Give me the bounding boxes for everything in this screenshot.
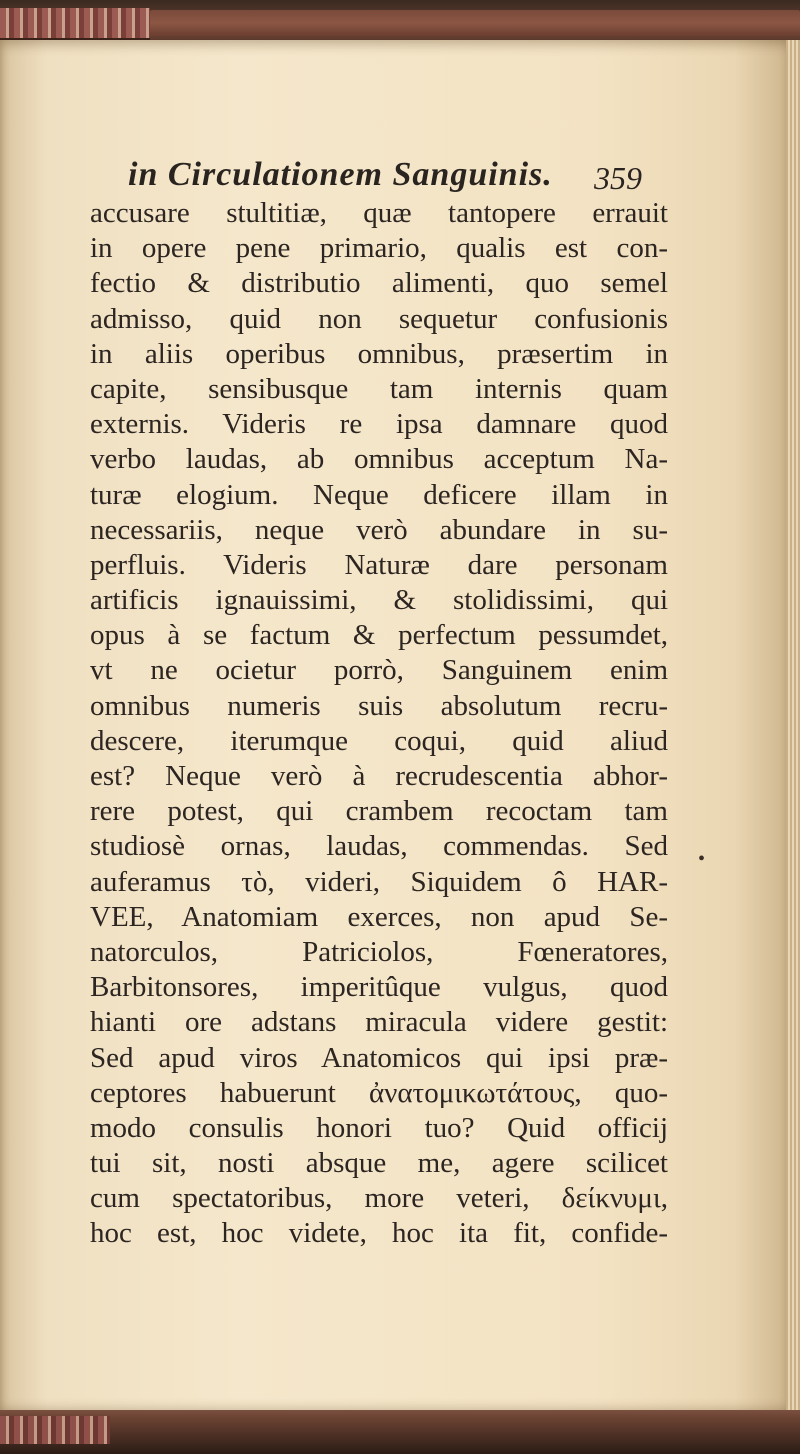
page-number: 359 (594, 160, 642, 196)
text-line: descere, iterumque coqui, quid aliud (90, 724, 668, 757)
text-line: turæ elogium. Neque deficere illam in (90, 478, 668, 511)
top-headband (0, 8, 150, 40)
text-line: ceptores habuerunt ἀνατομικωτάτους, quo- (90, 1076, 668, 1109)
text-line: opus à se factum & perfectum pessumdet, (90, 619, 668, 652)
text-line: rere potest, qui crambem recoctam tam (90, 795, 668, 828)
text-line: Barbitonsores, imperitûque vulgus, quod (90, 971, 668, 1004)
bottom-headband (0, 1416, 110, 1444)
text-line: admisso, quid non sequetur confusionis (90, 302, 668, 335)
text-line: studiosè ornas, laudas, commendas. Sed (90, 830, 668, 863)
text-line: externis. Videris re ipsa damnare quod (90, 408, 668, 441)
text-line: artificis ignauissimi, & stolidissimi, qui (90, 584, 668, 617)
text-line: hianti ore adstans miracula videre gestit: (90, 1006, 668, 1039)
running-title: in Circulationem Sanguinis. (128, 156, 553, 193)
text-line: capite, sensibusque tam internis quam (90, 372, 668, 405)
page-fore-edge (786, 40, 800, 1414)
text-line: accusare stultitiæ, quæ tantopere errauit (90, 197, 668, 229)
top-leather-edge (150, 10, 800, 36)
text-line: tui sit, nosti absque me, agere scilicet (90, 1147, 668, 1180)
text-line: omnibus numeris suis absolutum recru- (90, 689, 668, 722)
text-line: in opere pene primario, qualis est con- (90, 232, 668, 265)
text-line: auferamus τὸ, videri, Siquidem ô HAR- (90, 865, 668, 898)
text-line: perfluis. Videris Naturæ dare personam (90, 548, 668, 581)
bottom-book-binding (0, 1410, 800, 1454)
text-line: vt ne ocietur porrò, Sanguinem enim (90, 654, 668, 687)
text-line: fectio & distributio alimenti, quo semel (90, 267, 668, 300)
text-line: est? Neque verò à recrudescentia abhor- (90, 760, 668, 792)
text-line: modo consulis honori tuo? Quid officij (90, 1111, 668, 1144)
text-line: hoc est, hoc videte, hoc ita fit, confide- (90, 1217, 668, 1250)
text-line: natorculos, Patriciolos, Fœneratores, (90, 935, 668, 968)
text-line: in aliis operibus omnibus, præsertim in (90, 337, 668, 370)
text-line: VEE, Anatomiam exerces, non apud Se- (90, 900, 668, 933)
text-line: necessariis, neque verò abundare in su- (90, 513, 668, 546)
text-line: cum spectatoribus, more veteri, δείκνυμι, (90, 1182, 668, 1215)
body-text (90, 196, 668, 1252)
margin-mark: • (698, 848, 706, 870)
text-line: Sed apud viros Anatomicos qui ipsi præ- (90, 1041, 668, 1074)
text-line: verbo laudas, ab omnibus acceptum Na- (90, 443, 668, 476)
